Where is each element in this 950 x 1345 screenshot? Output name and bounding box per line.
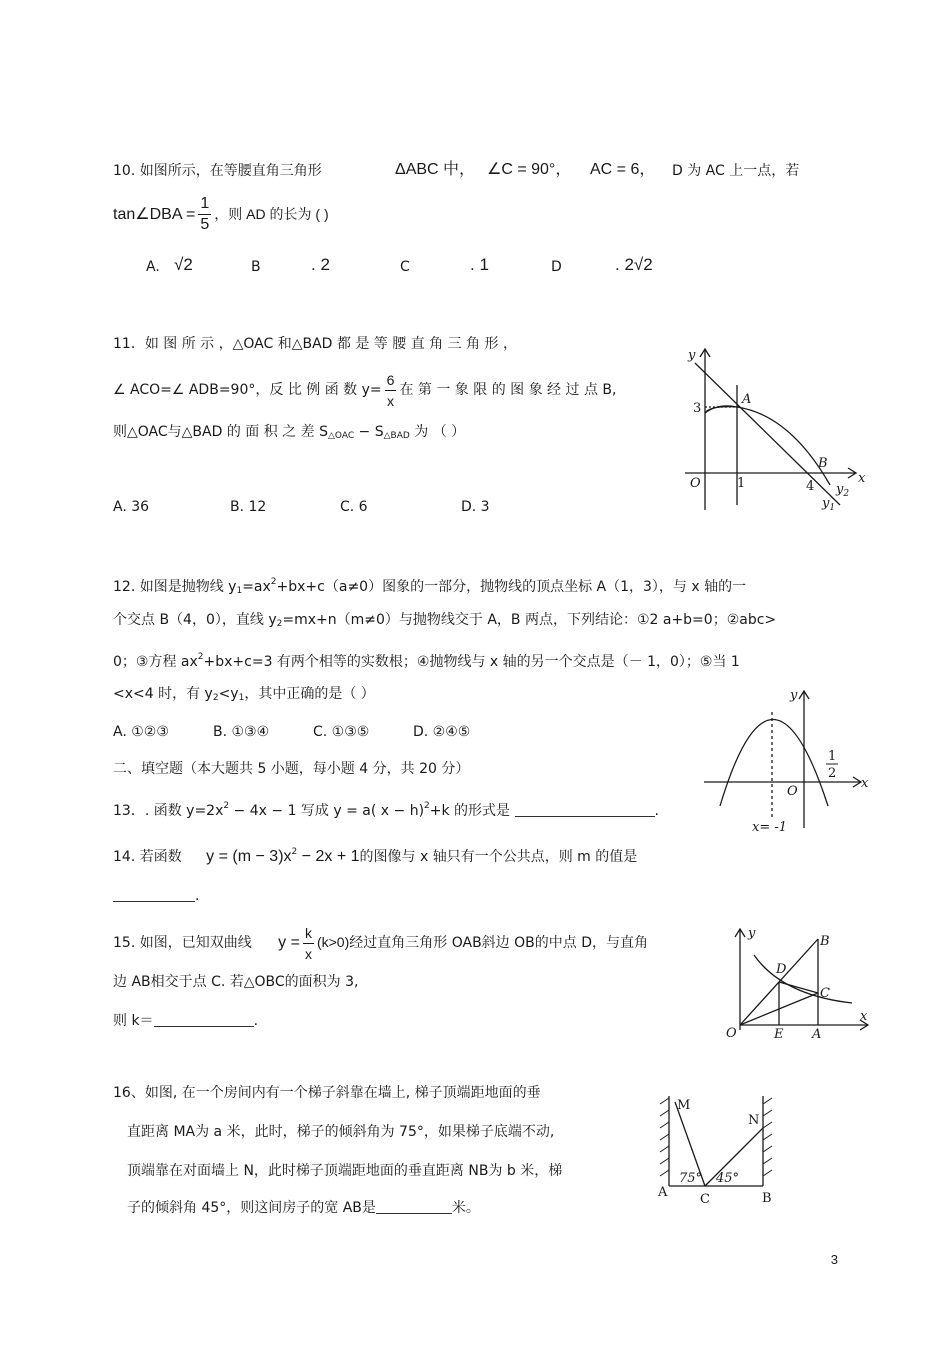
q12-line1: 12. 如图是抛物线 $y_1=ax^2+bx+c(a\ne 0)$图象的一部分，抛物线的顶点坐标 A（1，3），与 x 轴的一: [113, 577, 747, 596]
q12-line3: 0；③方程 $ax^2+bx+c=3$ 有两个相等的实数根；④抛物线与 x 轴的另一个交点是（－ 1，0）；⑤当 1: [113, 652, 740, 670]
figure-q15: [722, 925, 872, 1040]
fig12-axis-of-symmetry: x= -1: [752, 820, 788, 835]
q10-option-a-value: √2: [174, 255, 193, 274]
q13-line: 13．. 函数 $y=2x^2 - 4x - 1$ 写成 y = a( x − h)$^2$+k 的形式是 .: [113, 801, 659, 819]
figure-q11: [680, 345, 870, 515]
q10-triangle: ΔABC 中，: [395, 161, 476, 178]
fig15-point-b: B: [820, 934, 830, 949]
fig12-x-label: x: [861, 776, 869, 791]
figure-q16: [655, 1090, 785, 1210]
fig11-y1-label: $y_1$: [822, 496, 836, 513]
q10-line1: 10. 如图所示，在等腰直角三角形: [113, 163, 322, 179]
fig15-point-a: A: [812, 1027, 822, 1042]
q16-answer-blank[interactable]: [376, 1199, 452, 1214]
q11-line3: 则△OAC与△BAD 的 面 积 之 差 $S_{\triangle OAC} - S_{\triangle BAD}$ 为 （ ）: [113, 424, 466, 441]
fig16-point-b: B: [762, 1191, 772, 1206]
fig16-point-m: M: [677, 1098, 691, 1113]
q12-line2: 个交点 B（4，0），直线 $y_2=mx+n(m\ne 0)$与抛物线交于 A，B 两点，下列结论：①2 a+b=0；②abc>: [113, 612, 777, 629]
q12-option-c: C. ①③⑤: [313, 724, 370, 740]
fig15-point-e: E: [774, 1027, 784, 1042]
fig12-half-den: 2: [828, 766, 837, 781]
fig16-angle-45: 45°: [716, 1171, 740, 1186]
q11-line2: ∠ ACO=∠ ADB=90°，反 比 例 函 数 y= $\frac{6}{x}$ 在 第 一 象 限 的 图 象 经 过 点 B,: [113, 371, 617, 409]
q10-ac: AC = 6，: [590, 161, 656, 178]
q15-fraction: $\frac{k}{x}$: [304, 924, 312, 962]
q12-line4: <x<4 时，有 $y_2<y_1$，其中正确的是（ ）: [113, 686, 375, 703]
q12-option-d: D. ②④⑤: [413, 724, 471, 740]
q10-line2: tan∠DBA = $\frac{1}{5}$ ，则 AD 的长为 ( ): [113, 195, 329, 234]
q14-answer-line: .: [113, 887, 199, 905]
fig11-tick-1: 1: [737, 476, 746, 491]
q16-line3: 顶端靠在对面墙上 N，此时梯子顶端距地面的垂直距离 NB为 b 米，梯: [127, 1163, 563, 1179]
q11-option-d: D. 3: [461, 499, 490, 515]
q10-fraction: $\frac{1}{5}$: [200, 195, 210, 234]
q11-option-b: B. 12: [230, 499, 267, 515]
fig11-point-b: B: [818, 456, 828, 471]
section-2-heading: 二、填空题（本大题共 5 小题，每小题 4 分，共 20 分）: [113, 761, 470, 777]
fig12-origin: O: [787, 784, 798, 799]
q10-option-c-value: . 1: [470, 255, 489, 274]
q11-option-a: A. 36: [113, 499, 150, 515]
fig11-origin: O: [690, 476, 701, 491]
fig11-y-label: y: [688, 348, 696, 363]
q16-line4: 子的倾斜角 45°，则这间房子的宽 AB是 米。: [127, 1200, 480, 1216]
figure-q12: [700, 688, 870, 838]
fig16-point-a: A: [658, 1185, 668, 1200]
q16-line2: 直距离 MA为 a 米，此时，梯子的倾斜角为 75°，如果梯子底端不动,: [127, 1124, 555, 1140]
q15-line1: 15. 如图，已知双曲线 y = $\frac{k}{x}$ (k>0)经过直角三角形 OAB斜边 OB的中点 D，与直角: [113, 924, 648, 962]
q11-fraction: $\frac{6}{x}$: [386, 371, 395, 409]
q15-answer-blank[interactable]: [154, 1012, 254, 1027]
fig11-point-a: A: [742, 392, 752, 407]
q10-d-on-ac: D 为 AC 上一点，若: [672, 163, 800, 179]
fig11-y2-label: $y_2$: [836, 482, 850, 499]
fig15-point-c: C: [820, 986, 830, 1001]
q10-angle-c: ∠C = 90°，: [487, 161, 572, 178]
q11-option-c: C. 6: [340, 499, 368, 515]
fig11-tick-3: 3: [693, 401, 702, 416]
fig16-point-c: C: [700, 1192, 710, 1207]
fig16-angle-75: 75°: [679, 1171, 703, 1186]
q10-option-d-value: . 2√2: [615, 255, 653, 274]
fig11-x-label: x: [858, 471, 866, 486]
q14-answer-blank[interactable]: [113, 887, 195, 902]
page-number: 3: [830, 1252, 838, 1267]
fig12-half-num: 1: [828, 749, 837, 764]
fig11-tick-4: 4: [806, 479, 815, 494]
fig15-point-d: D: [776, 962, 787, 977]
q10-option-a-label: A.: [146, 259, 160, 275]
fig15-y-label: y: [748, 926, 756, 941]
fig12-y-label: y: [790, 688, 798, 703]
q15-line3: 则 k＝ .: [113, 1013, 259, 1029]
q10-option-c-label: C: [400, 259, 410, 275]
q10-option-b-value: . 2: [311, 255, 330, 274]
q12-option-a: A. ①②③: [113, 724, 169, 740]
q13-answer-blank[interactable]: [515, 802, 655, 817]
q10-option-b-label: B: [251, 259, 261, 275]
q16-line1: 16、如图, 在一个房间内有一个梯子斜靠在墙上, 梯子顶端距地面的垂: [113, 1085, 541, 1101]
q14-line: 14. 若函数 $y = (m - 3)x^2 - 2x + 1$的图像与 x 轴只有一个公共点，则 m 的值是: [113, 847, 638, 865]
q12-option-b: B. ①③④: [213, 724, 270, 740]
q10-option-d-label: D: [551, 259, 562, 275]
q15-line2: 边 AB相交于点 C. 若△OBC的面积为 3,: [113, 974, 359, 990]
q11-line1: 11．如 图 所 示 ，△OAC 和△BAD 都 是 等 腰 直 角 三 角 形 ，: [113, 336, 517, 352]
fig16-point-n: N: [748, 1113, 760, 1128]
fig15-x-label: x: [860, 1009, 868, 1024]
fig15-point-o: O: [726, 1026, 737, 1041]
